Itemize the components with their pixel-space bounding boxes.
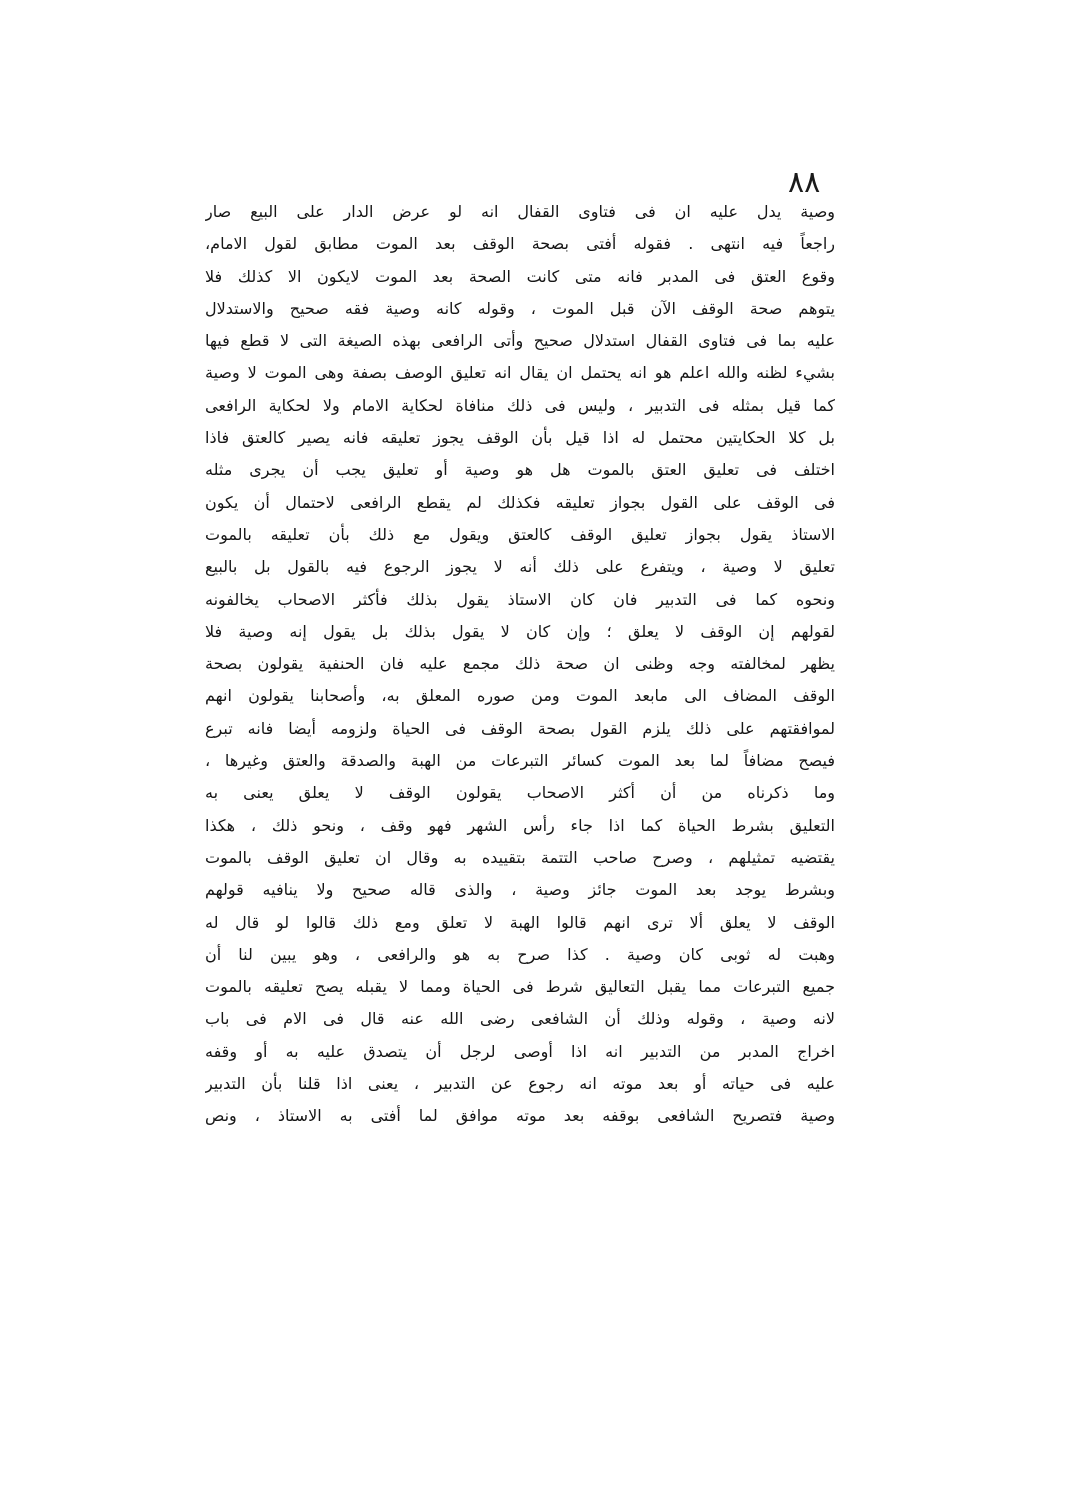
text-line: بشيء لظنه والله اعلم هو انه يحتمل ان يقال انه تعليق الوصف بصفة وهى الموت لا وصية [205,363,835,383]
text-line: راجعاً فيه انتهى . فقوله أفتى بصحة الوقف بعد الموت مطابق لقول الامام، [205,234,835,254]
page-number: ٨٨ [788,165,821,200]
text-line: اختلف فى تعليق العتق بالموت هل هو وصية أو تعليق يجب أن يجرى مثله [205,460,835,480]
text-line: وما ذكرناه من أن أكثر الاصحاب يقولون الوقف لا يعلق يعنى به [205,783,835,803]
text-line: كما قيل بمثله فى التدبير ، وليس فى ذلك منافاة لحكاية الامام ولا لحكاية الرافعى [205,395,835,415]
text-line: وهبت له ثوبى كان وصية . كذا صرح به هو والرافعى ، وهو يبين لنا أن [205,944,835,964]
text-line: وبشرط يوجد بعد الموت جائز وصية ، والذى قاله صحيح ولا ينافيه قولهم [205,880,835,900]
text-line: يقتضيه تمثيلهم ، وصرح صاحب التتمة بتقييده به وقال ان تعليق الوقف بالموت [205,847,835,867]
text-line: تعليق لا وصية ، ويتفرع على ذلك أنه لا يجوز الرجوع فيه بالقول بل بالبيع [205,557,835,577]
text-line: ونحوه كما فى التدبير فان كان الاستاذ يقول بذلك فأكثر الاصحاب يخالفونه [205,589,835,609]
text-line: فى الوقف على القول بجواز تعليقه فكذلك لم يقطع الرافعى لاحتمال أن يكون [205,492,835,512]
text-line: وقوع العتق فى المدبر فانه متى كانت الصحة بعد الموت لايكون الا كذلك فلا [205,266,835,286]
text-line: الاستاذ يقول بجواز تعليق الوقف كالعتق ويقول مع ذلك بأن تعليقه بالموت [205,524,835,544]
text-line: لموافقتهم على ذلك يلزم القول بصحة الوقف فى الحياة ولزومه أيضا فانه تبرع [205,718,835,738]
text-line: عليه بما فى فتاوى القفال استدلال صحيح وأتى الرافعى بهذه الصيغة التى لا قطع فيها [205,331,835,351]
text-line: عليه فى حياته أو بعد موته انه رجوع عن التدبير ، يعنى اذا قلنا بأن التدبير [205,1074,835,1094]
body-text [205,196,835,1133]
text-line: التعليق بشرط الحياة كما اذا جاء رأس الشهر فهو وقف ، ونحو ذلك ، هكذا [205,815,835,835]
text-line: اخراج المدبر من التدبير انه اذا أوصى لرجل أن يتصدق عليه به أو وقفه [205,1041,835,1061]
text-line: لانه وصية ، وقوله وذلك أن الشافعى رضى الله عنه قال فى الام فى باب [205,1009,835,1029]
text-line: يتوهم صحة الوقف الآن قبل الموت ، وقوله كانه وصية فقه صحيح والاستدلال [205,298,835,318]
text-line: الوقف المضاف الى مابعد الموت ومن صوره المعلق به، وأصحابنا يقولون انهم [205,686,835,706]
text-line: وصية فتصريح الشافعى بوقفه بعد موته موافق لما أفتى به الاستاذ ، ونص [205,1106,835,1126]
text-line: يظهر لمخالفته وجه وظنى ان صحة ذلك مجمع عليه فان الحنفية يقولون بصحة [205,654,835,674]
text-line: لقولهم إن الوقف لا يعلق ؛ وإن كان لا يقول بذلك بل يقول إنه وصية فلا [205,621,835,641]
text-line: وصية يدل عليه ان فى فتاوى القفال انه لو عرض الدار على البيع صار [205,202,835,221]
text-line: فيصح مضافاً لما بعد الموت كسائر التبرعات من الهبة والصدقة والعتق وغيرها ، [205,751,835,771]
text-line: جميع التبرعات مما يقبل التعاليق شرط فى الحياة ومما لا يقبله يصح تعليقه بالموت [205,977,835,997]
text-line: الوقف لا يعلق ألا ترى انهم قالوا الهبة لا تعلق ومع ذلك قالوا لو قال له [205,912,835,932]
text-line: بل كلا الحكايتين محتمل له اذا قيل بأن الوقف يجوز تعليقه فانه يصير كالعتق فاذا [205,428,835,448]
